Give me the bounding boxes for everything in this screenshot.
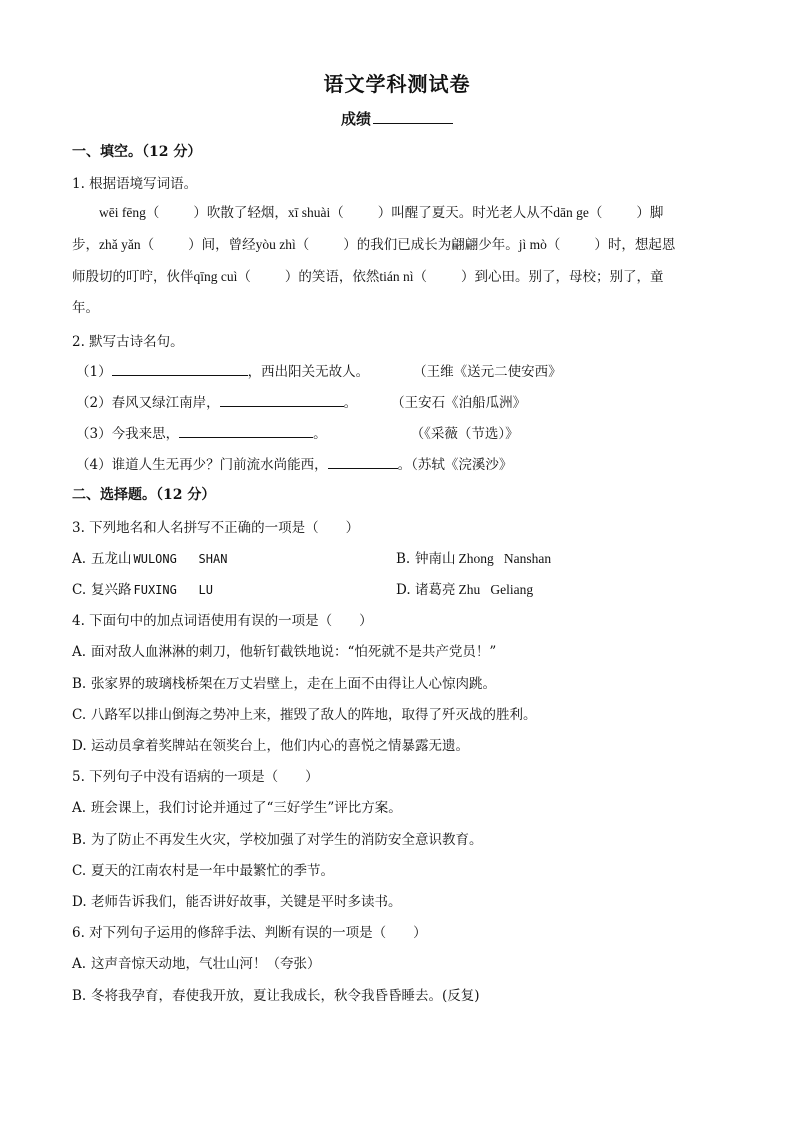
q1-paragraph [72, 197, 722, 324]
option-b[interactable]: B. 为了防止不再发生火灾，学校加强了对学生的消防安全意识教育。 [72, 832, 483, 848]
q1-prompt: 1. 根据语境写词语。 [72, 176, 198, 192]
answer-blank[interactable] [220, 394, 344, 407]
section-1-heading: 一、填空。（12 分） [72, 144, 202, 160]
option-a[interactable]: A. 面对敌人血淋淋的刺刀，他斩钉截铁地说：“怕死就不是共产党员！” [72, 644, 497, 660]
option-b[interactable]: B. 钟南山 Zhong Nanshan [396, 551, 552, 567]
answer-blank[interactable] [179, 425, 313, 438]
q4-prompt: 4. 下面句中的加点词语使用有误的一项是（ ） [72, 613, 373, 629]
option-c[interactable]: C. 八路军以排山倒海之势冲上来，摧毁了敌人的阵地，取得了歼灭战的胜利。 [72, 707, 537, 723]
q1-line-2: 步，zhǎ yǎn（ ）间，曾经yòu zhì（ ）的我们已成长为翩翩少年。jì mò（ ）时，想起恩 [72, 237, 676, 253]
answer-blank[interactable] [112, 363, 248, 376]
q1-line-4: 年。 [72, 300, 99, 316]
q2-prompt: 2. 默写古诗名句。 [72, 334, 184, 350]
option-a[interactable]: A. 班会课上，我们讨论并通过了“三好学生”评比方案。 [72, 800, 402, 816]
q5-prompt: 5. 下列句子中没有语病的一项是（ ） [72, 769, 319, 785]
option-d[interactable]: D. 老师告诉我们，能否讲好故事，关键是平时多读书。 [72, 894, 402, 910]
option-c[interactable]: C. 复兴路 FUXING LU [72, 582, 213, 598]
score-blank[interactable] [373, 109, 453, 124]
option-a[interactable]: A. 五龙山 WULONG SHAN [72, 551, 228, 567]
option-c[interactable]: C. 夏天的江南农村是一年中最繁忙的季节。 [72, 863, 334, 879]
q1-line-1: wēi fēng（ ）吹散了轻烟，xī shuài（ ）叫醒了夏天。时光老人从不dān ge（ ）脚 [99, 205, 664, 221]
q2-item-2: （2）春风又绿江南岸， 。 （王安石《泊船瓜洲》 [76, 395, 527, 411]
page-title: 语文学科测试卷 [323, 72, 471, 96]
option-d[interactable]: D. 运动员拿着奖牌站在领奖台上，他们内心的喜悦之情暴露无遗。 [72, 738, 469, 754]
option-b[interactable]: B. 张家界的玻璃栈桥架在万丈岩壁上，走在上面不由得让人心惊肉跳。 [72, 676, 496, 692]
q2-item-3: （3）今我来思， 。 （《采薇（节选）》 [76, 426, 519, 442]
q3-prompt: 3. 下列地名和人名拼写不正确的一项是（ ） [72, 520, 360, 536]
score-label: 成绩 [340, 110, 371, 128]
option-b[interactable]: B. 冬将我孕育，春使我开放，夏让我成长，秋令我昏昏睡去。(反复) [72, 988, 480, 1004]
option-a[interactable]: A. 这声音惊天动地，气壮山河！（夸张） [72, 956, 321, 972]
section-2-heading: 二、选择题。（12 分） [72, 487, 216, 503]
q1-line-3: 师殷切的叮咛，伙伴qīng cuì（ ）的笑语，依然tián nì（ ）到心田。别了，母校；别了，童 [72, 269, 664, 285]
q2-item-1: （1） ，西出阳关无故人。 （王维《送元二使安西》 [76, 364, 562, 380]
answer-blank[interactable] [328, 456, 398, 469]
option-d[interactable]: D. 诸葛亮 Zhu Geliang [396, 582, 534, 598]
q6-prompt: 6. 对下列句子运用的修辞手法、判断有误的一项是（ ） [72, 925, 427, 941]
q2-item-4: （4）谁道人生无再少？门前流水尚能西， 。（苏轼《浣溪沙》 [76, 457, 513, 473]
score-line [0, 108, 794, 129]
